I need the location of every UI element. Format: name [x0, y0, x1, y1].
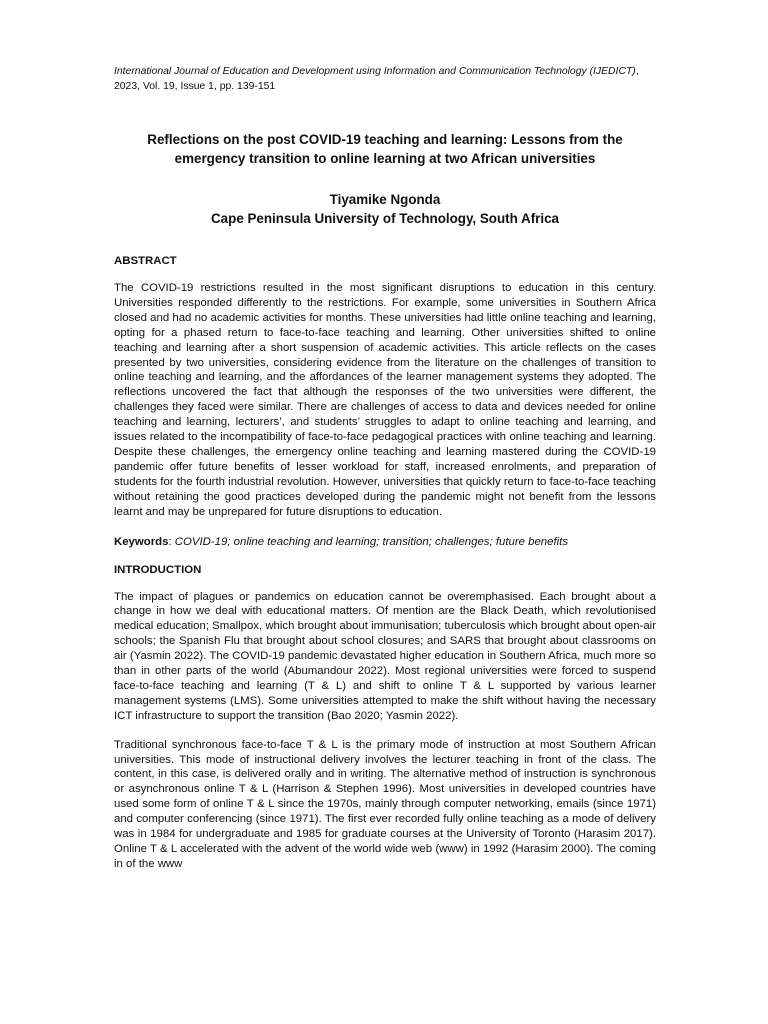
journal-citation: , 2023, Vol. 19, Issue 1, pp. 139-151: [114, 66, 639, 92]
paper-page: [114, 64, 656, 872]
journal-header: [114, 64, 656, 94]
introduction-paragraph-1: The impact of plagues or pandemics on education cannot be overemphasised. Each brought about a change in how we deal with educational matters. Of mention are the Black Death, which revolutionised medical education; Smallpox, which brought about immunisation; tuberculosis which brought about open-air schools; the Spanish Flu that brought about school closures; and SARS that brought about classrooms on air (Yasmin 2022). The COVID-19 pandemic devastated higher education in Southern Africa, much more so than in other parts of the world (Abumandour 2022). Most regional universities were forced to suspend face-to-face teaching and learning (T & L) and shift to online T & L supported by various learner management systems (LMS). Some universities attempted to make the shift without having the necessary ICT infrastructure to support the transition (Bao 2020; Yasmin 2022).: [114, 590, 656, 722]
author-affiliation: Cape Peninsula University of Technology, South Africa: [211, 211, 559, 226]
abstract-heading: ABSTRACT: [114, 255, 177, 267]
journal-name: International Journal of Education and Development using Information and Communication Technology: [114, 66, 587, 77]
introduction-heading: INTRODUCTION: [114, 563, 202, 576]
introduction-paragraph-2: Traditional synchronous face-to-face T & L is the primary mode of instruction at most Southern African universities. This mode of instructional delivery involves the lecturer teaching in front of the class. The content, in this case, is delivered orally and in writing. The alternative method of instruction is synchronous or asynchronous online T & L (Harrison & Stephen 1996). Most universities in developed countries have used some form of online T & L since the 1970s, mainly through computer networking, emails (since 1971) and computer conferencing (since 1971). The first ever recorded fully online teaching as a mode of delivery was in 1984 for undergraduate and 1985 for graduate courses at the University of Toronto (Harasim 2017). Online T & L accelerated with the advent of the world wide web (www) in 1992 (Harasim 2000). The coming in of the www: [114, 738, 656, 870]
keywords-line: [114, 535, 656, 550]
paper-title-line-1: Reflections on the post COVID-19 teaching and learning: Lessons from the: [147, 132, 623, 147]
keywords-separator: :: [168, 535, 175, 548]
keywords-list: COVID-19; online teaching and learning; transition; challenges; future benefits: [174, 535, 569, 548]
paper-title-line-2: emergency transition to online learning at two African universities: [174, 150, 596, 166]
paper-title: [114, 131, 656, 168]
keywords-label: Keywords: [114, 535, 169, 548]
abstract-text: The COVID-19 restrictions resulted in the most significant disruptions to education in this century. Universities responded differently to the restrictions. For example, some universities in Southern Africa closed and had no academic activities for months. These universities had little online teaching and learning, opting for a phased return to face-to-face teaching and learning. Other universities shifted to online teaching and learning after a short suspension of academic activities. This article reflects on the cases presented by two universities, considering evidence from the literature on the challenges of transition to online teaching and learning, and the affordances of the learner management systems they adopted. The reflections uncovered the fact that although the responses of the two universities were different, the challenges they faced were similar. There are challenges of access to data and devices needed for online teaching and learning, lecturers’, and students’ struggles to adapt to online teaching and learning, and issues related to the incompatibility of face-to-face pedagogical practices with online teaching and learning. Despite these challenges, the emergency online teaching and learning mastered during the COVID-19 pandemic offer future benefits of lesser workload for staff, increased enrolments, and preparation of students for the fourth industrial revolution. However, universities that quickly return to face-to-face teaching without retaining the good practices developed during the pandemic might not benefit from the lessons learnt and may be unprepared for future disruptions to education.: [114, 282, 656, 518]
author-block: [114, 190, 656, 228]
author-name: Tiyamike Ngonda: [329, 192, 441, 207]
journal-abbrev: (IJEDICT): [589, 66, 636, 77]
